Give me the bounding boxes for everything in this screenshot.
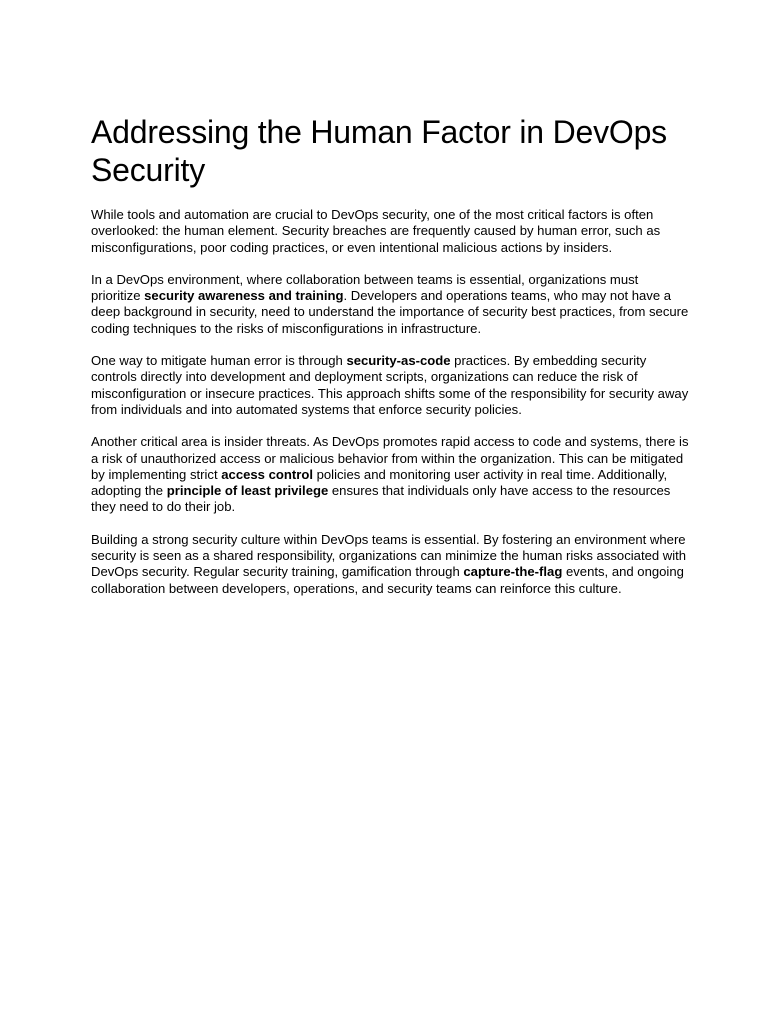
paragraph-text: In a DevOps environment, where collaboration between teams is essential, organizations must prioritize xyxy=(91,271,639,304)
paragraph-text: Another critical area is insider threats. As DevOps promotes rapid access to code and systems, there is a risk of unauthorized access or malicious behavior from within the organization. This can be mitigated by implementing strict xyxy=(91,434,689,482)
bold-term: access control xyxy=(221,466,313,482)
paragraph-text: policies and monitoring user activity in real time. Additionally, adopting the xyxy=(91,466,668,499)
paragraph-text: . Developers and operations teams, who may not have a deep background in security, need to understand the importance of security best practices, from secure coding techniques to the risks of misconfigurations in infrastructure. xyxy=(91,288,689,336)
paragraph-text: Building a strong security culture within DevOps teams is essential. By fostering an environment where security is seen as a shared responsibility, organizations can minimize the human risks associated with DevOps security. Regular security training, gamification through xyxy=(91,531,687,580)
body-paragraph xyxy=(91,434,691,515)
body-paragraph xyxy=(91,207,691,256)
bold-term: capture-the-flag xyxy=(463,564,563,580)
document-page xyxy=(91,113,691,613)
paragraph-text: While tools and automation are crucial to DevOps security, one of the most critical factors is often overlooked: the human element. Security breaches are frequently caused by human error, such as misconfigurations, poor coding practices, or even intentional malicious actions by insiders. xyxy=(91,207,661,255)
document-title: Addressing the Human Factor in DevOps Security xyxy=(91,114,667,188)
paragraph-text: practices. By embedding security controls directly into development and deployment scripts, organizations can reduce the risk of misconfiguration or insecure practices. This approach shifts some of the responsibility for security away from individuals and into automated systems that enforce security policies. xyxy=(91,353,689,417)
document-body xyxy=(91,207,691,597)
bold-term: security-as-code xyxy=(346,353,451,369)
bold-term: security awareness and training xyxy=(144,288,344,304)
body-paragraph xyxy=(91,272,691,337)
paragraph-text: events, and ongoing collaboration between developers, operations, and security teams can reinforce this culture. xyxy=(91,564,684,596)
bold-term: principle of least privilege xyxy=(166,483,329,499)
paragraph-text: One way to mitigate human error is through xyxy=(91,353,347,369)
paragraph-text: ensures that individuals only have access to the resources they need to do their job. xyxy=(91,483,671,515)
body-paragraph xyxy=(91,353,691,418)
body-paragraph xyxy=(91,532,691,597)
